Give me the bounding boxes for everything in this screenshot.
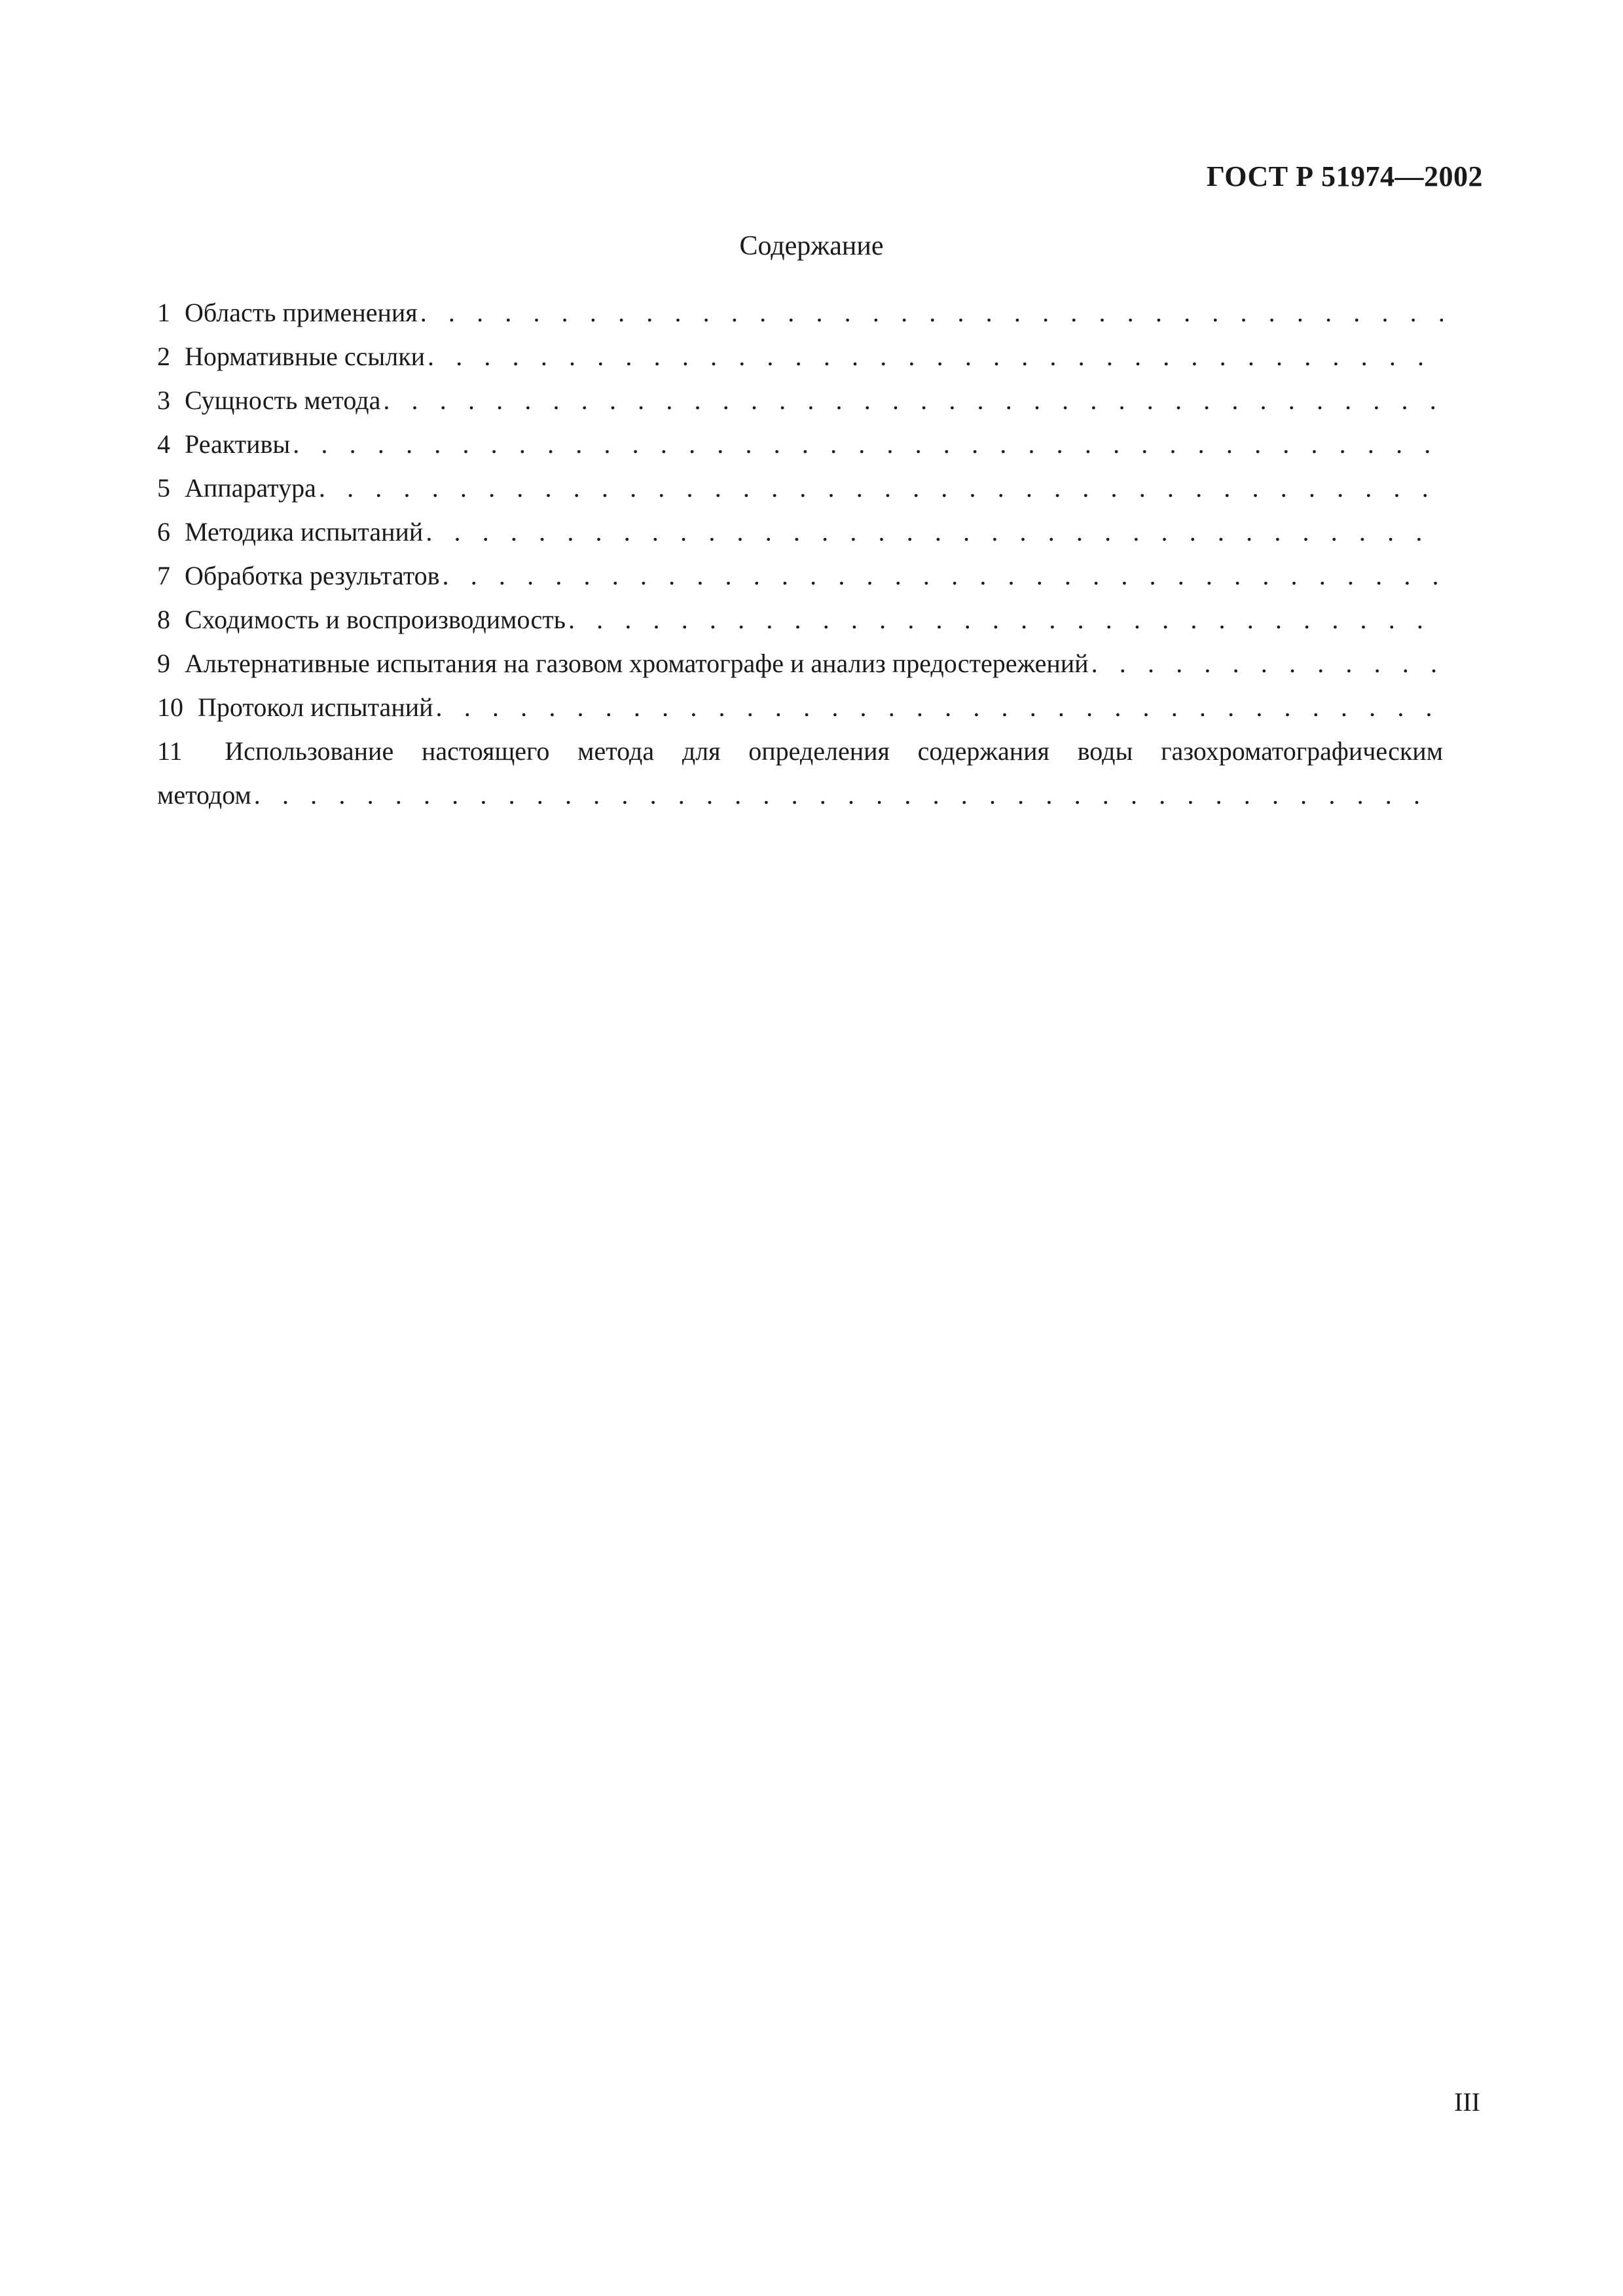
toc-item-7[interactable] <box>157 554 1443 598</box>
dot-leader <box>254 773 1443 817</box>
toc-item-4[interactable] <box>157 422 1443 466</box>
toc-item-9[interactable] <box>157 641 1443 685</box>
toc-item-number: 2 <box>157 342 170 371</box>
toc-item-1[interactable] <box>157 291 1443 334</box>
dot-leader <box>1091 641 1443 685</box>
toc-item-number: 9 <box>157 649 170 678</box>
dot-leader <box>443 554 1443 598</box>
toc-item-number: 4 <box>157 429 170 459</box>
toc-item-number: 3 <box>157 386 170 415</box>
toc-item-title: Сходимость и воспроизводимость <box>185 605 566 634</box>
dot-leader <box>420 291 1443 334</box>
toc-item-3[interactable] <box>157 378 1443 422</box>
toc-item-2[interactable] <box>157 334 1443 378</box>
toc-item-title: Сущность метода <box>185 386 381 415</box>
toc-item-title: Обработка результатов <box>185 561 440 590</box>
toc-item-10[interactable] <box>157 685 1443 729</box>
toc-item-number: 8 <box>157 605 170 634</box>
toc-item-number: 7 <box>157 561 170 590</box>
toc-item-11-continued[interactable] <box>157 773 1443 817</box>
toc-item-6[interactable] <box>157 510 1443 554</box>
toc-item-number: 1 <box>157 298 170 327</box>
toc-item-title-line-1: Использование настоящего метода для определения содержания воды газохроматографическим <box>225 736 1443 766</box>
toc-item-number: 6 <box>157 517 170 547</box>
toc-item-title-line-2: методом <box>157 780 251 810</box>
toc-item-title: Область применения <box>185 298 418 327</box>
dot-leader <box>428 334 1443 378</box>
page-number: III <box>1454 2087 1480 2117</box>
toc-item-title: Альтернативные испытания на газовом хроматографе и анализ предостережений <box>185 649 1089 678</box>
dot-leader <box>426 510 1443 554</box>
toc-item-title: Нормативные ссылки <box>185 342 426 371</box>
dot-leader <box>436 685 1443 729</box>
dot-leader <box>383 378 1443 422</box>
document-code: ГОСТ Р 51974—2002 <box>1206 160 1483 192</box>
toc-item-11[interactable] <box>157 729 1443 773</box>
toc-item-8[interactable] <box>157 598 1443 641</box>
toc-item-5[interactable] <box>157 466 1443 510</box>
toc-title: Содержание <box>739 231 884 261</box>
table-of-contents <box>157 291 1443 817</box>
toc-item-title: Реактивы <box>185 429 291 459</box>
dot-leader <box>293 422 1443 466</box>
toc-item-title: Методика испытаний <box>185 517 424 547</box>
toc-item-number: 10 <box>157 692 183 722</box>
dot-leader <box>319 466 1443 510</box>
toc-item-title: Аппаратура <box>185 473 316 503</box>
toc-item-number: 5 <box>157 473 170 503</box>
dot-leader <box>568 598 1443 641</box>
toc-item-number: 11 <box>157 736 183 766</box>
toc-item-title: Протокол испытаний <box>198 692 433 722</box>
